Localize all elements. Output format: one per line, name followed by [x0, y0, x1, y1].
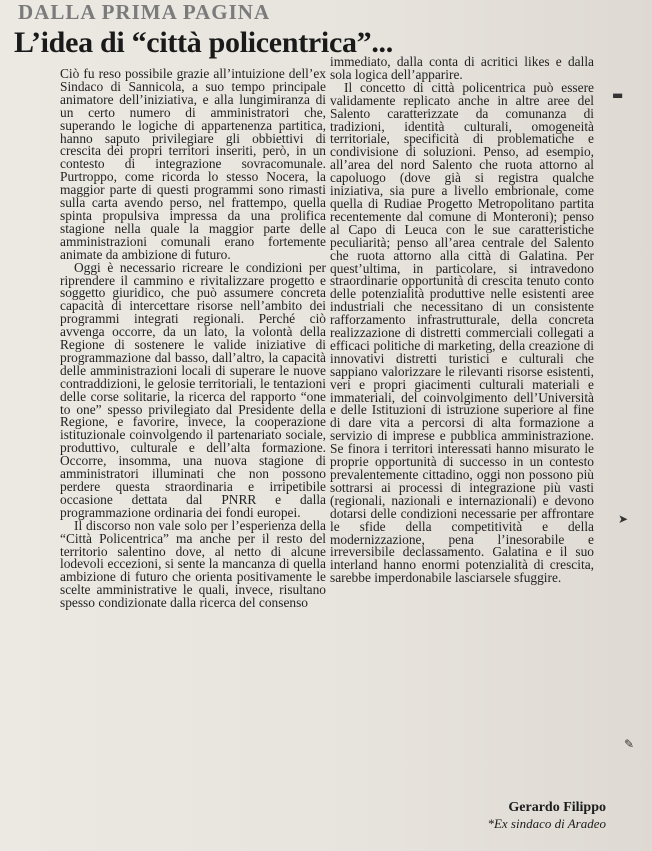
paragraph: immediato, dalla conta di acritici likes e dalla sola logica dell’apparire.	[330, 54, 594, 82]
smudge-mark: ➤	[618, 512, 629, 526]
paragraph: Il discorso non vale solo per l’esperienza della “Città Policentrica” ma anche per il resto del territorio salentino dove, al netto di alcune lodevoli eccezioni, si sente la mancanza di quella ambizione di futuro che orienta positivamente le scelte amministrative le quali, invece, risultano spesso condizionate dalla ricerca del consenso	[60, 517, 326, 611]
paragraph: Il concetto di città policentrica può essere validamente replicato anche in altre aree del Salento caratterizzate da comunanza di tradizioni, identità culturali, omogeneità territoriale, specificità di problematiche e condivisione di soluzioni. Penso, ad esempio, all’area del nord Salento che ruota attorno al capoluogo (dove già si registra qualche iniziativa, sia pure a livello embrionale, come quella di Rudiae Progetto Metropolitano partita recentemente dal comune di Monteroni); penso al Capo di Leuca con le sue caratteristiche peculiarità; penso all’area centrale del Salento che ruota attorno alla città di Galatina. Per quest’ultima, in particolare, si intravedono straordinarie opportunità di crescita tenuto conto delle potenzialità produttive nelle esistenti aree industriali che necessitano di un consistente rafforzamento infrastrutturale, della concreta realizzazione di distretti commerciali collegati a efficaci politiche di marketing, della creazione di innovativi distretti turistici e culturali che sappiano valorizzare le rilevanti risorse esistenti, veri e propri giacimenti culturali materiali e immateriali, del coinvolgimento dell’Università e delle Istituzioni di istruzione superiore al fine di dare vita a percorsi di alta formazione a servizio di imprese e pubblica amministrazione. Se finora i territori interessati hanno misurato le proprie opportunità di successo in un contesto prevalentemente cittadino, oggi non possono più sottrarsi ai processi di integrazione più vasti (regionali, nazionali e internazionali) e devono dotarsi delle condizioni necessarie per affrontare le sfide della competitività e della modernizzazione, pena l’inesorabile e irreversibile declassamento. Galatina e il suo interland hanno enormi potenzialità di crescita, sarebbe imperdonabile lasciarsele sfuggire.	[330, 79, 594, 586]
smudge-mark: ✎	[624, 737, 635, 751]
paragraph: Oggi è necessario ricreare le condizioni per riprendere il cammino e rivitalizzare progetto e soggetto giuridico, che può assumere concreta capacità di intercettare risorse nell’ambito dei programmi integrati regionali. Perché ciò avvenga occorre, da un lato, la volontà della Regione di sostenere le valide iniziative di programmazione dal basso, dall’altro, la capacità delle amministrazioni locali di superare le nuove contraddizioni, le gelosie territoriali, le tentazioni delle corse solitarie, la ricerca del rapporto “one to one” spesso privilegiato dal Presidente della Regione, e favorire, invece, la cooperazione istituzionale coinvolgendo il partenariato sociale, produttivo, culturale e dell’alta formazione. Occorre, insomma, una nuova stagione di amministratori illuminati che non possono perdere questa straordinaria e irripetibile occasione dettata dal PNRR e dalla programmazione ordinaria dei fondi europei.	[60, 259, 326, 520]
section-kicker: DALLA PRIMA PAGINA	[18, 0, 271, 24]
smudge-mark: ▬	[612, 88, 624, 102]
author-role: *Ex sindaco di Aradeo	[487, 816, 606, 831]
author-signature: Gerardo Filippo	[508, 800, 606, 815]
article-headline: L’idea di “città policentrica”...	[14, 26, 393, 59]
left-column	[60, 68, 326, 610]
right-column	[330, 56, 594, 585]
paragraph: Ciò fu reso possibile grazie all’intuizione dell’ex Sindaco di Sannicola, a suo tempo principale animatore dell’iniziativa, e alla lungimiranza di un certo numero di amministratori che, superando le logiche di appartenenza partitica, hanno saputo privilegiare gli obbiettivi di crescita dei propri territori inseriti, però, in un contesto di integrazione sovracomunale. Purtroppo, come ricorda lo stesso Nocera, la maggior parte di questi programmi sono rimasti sulla carta avendo perso, nel frattempo, quella spinta propulsiva impressa da una prolifica stagione nella quale la maggior parte delle amministrazioni comunali erano fortemente animate da ambizione di futuro.	[60, 66, 326, 262]
